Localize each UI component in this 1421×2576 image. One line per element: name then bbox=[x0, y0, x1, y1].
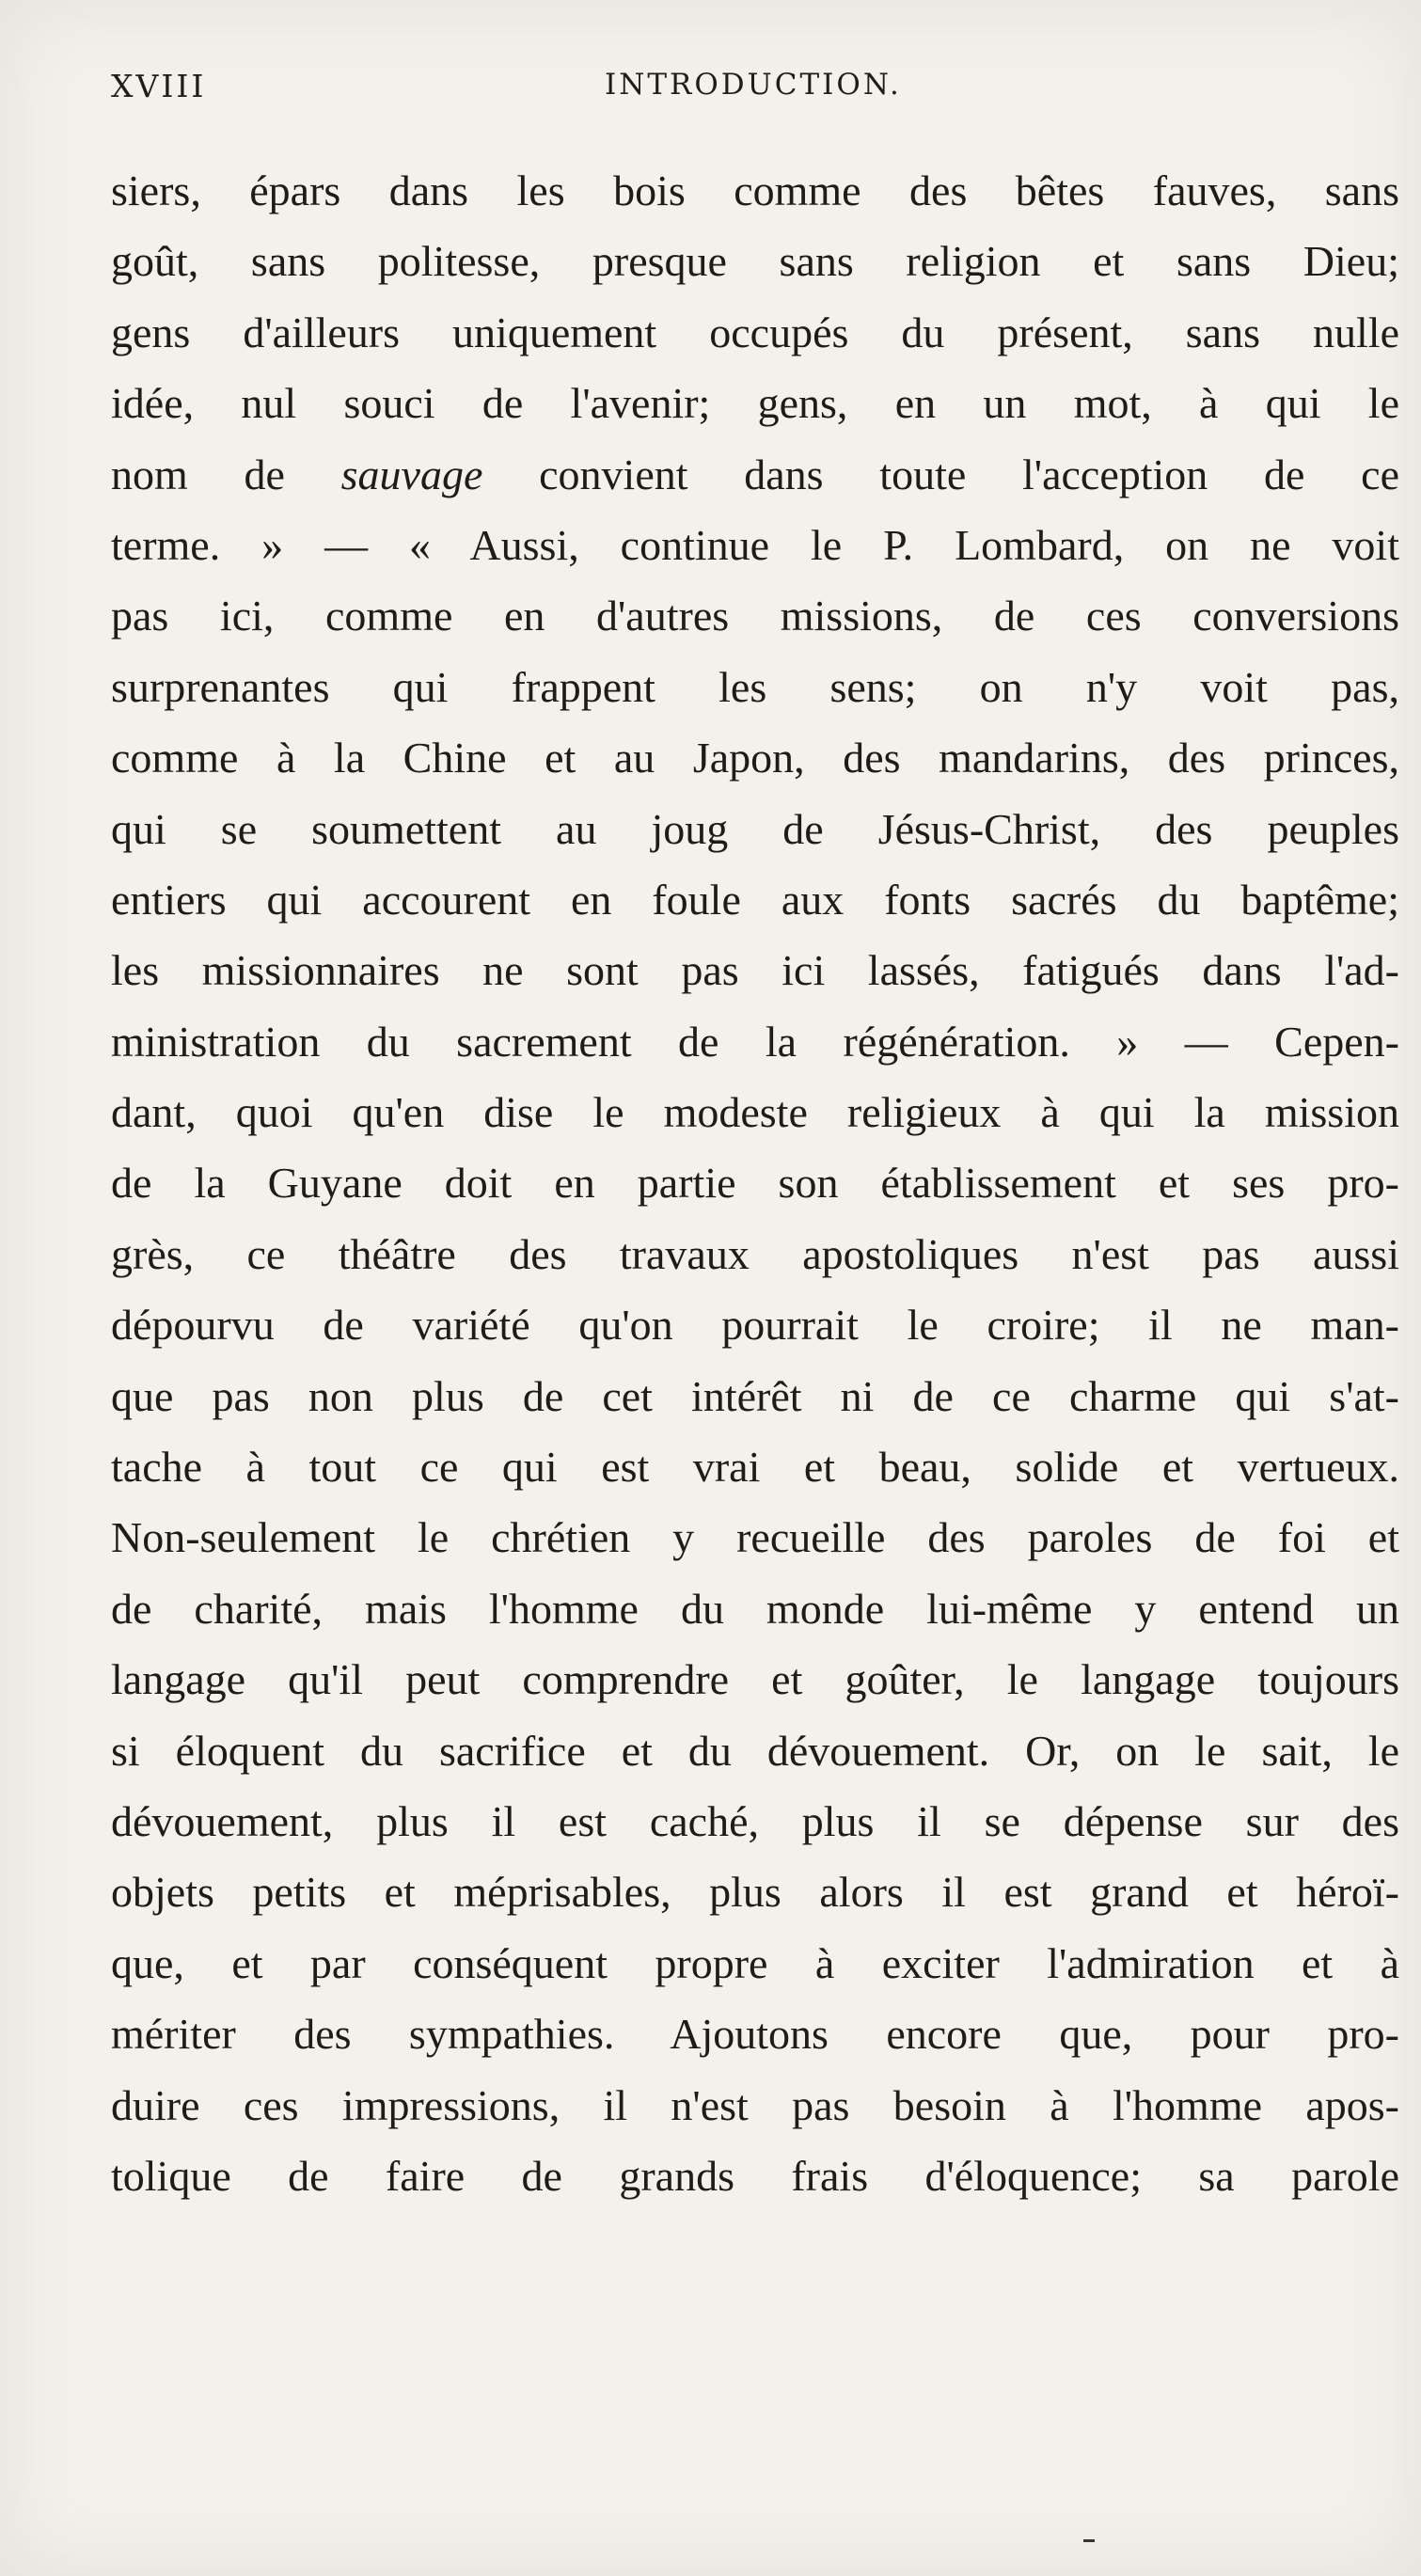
text-line: langage qu'il peut comprendre et goûter, le langage toujours bbox=[111, 1655, 1399, 1704]
text-line: entiers qui accourent en foule aux fonts sacrés du baptême; bbox=[111, 875, 1399, 924]
text-line: ministration du sacrement de la régénération. » — Cepen- bbox=[111, 1017, 1399, 1066]
text-line: que, et par conséquent propre à exciter l'admiration et à bbox=[111, 1938, 1399, 1987]
text-line: dant, quoi qu'en dise le modeste religieux à qui la mission bbox=[111, 1088, 1399, 1137]
text-line bbox=[111, 439, 1399, 510]
page-number: XVIII bbox=[111, 68, 207, 104]
text-line: que pas non plus de cet intérêt ni de ce charme qui s'at- bbox=[111, 1371, 1399, 1420]
italic-term: sauvage bbox=[340, 450, 483, 498]
body-text bbox=[111, 155, 1399, 2211]
text-line: siers, épars dans les bois comme des bêtes fauves, sans bbox=[111, 166, 1399, 214]
text-line: surprenantes qui frappent les sens; on n'y voit pas, bbox=[111, 662, 1399, 711]
text-line: de la Guyane doit en partie son établissement et ses pro- bbox=[111, 1159, 1399, 1208]
text-line: goût, sans politesse, presque sans religion et sans Dieu; bbox=[111, 237, 1399, 286]
text-line: qui se soumettent au joug de Jésus-Christ, des peuples bbox=[111, 804, 1399, 853]
text-line: tache à tout ce qui est vrai et beau, solide et vertueux. bbox=[111, 1443, 1399, 1492]
text-line: comme à la Chine et au Japon, des mandarins, des princes, bbox=[111, 734, 1399, 782]
text-line: dépourvu de variété qu'on pourrait le croire; il ne man- bbox=[111, 1301, 1399, 1350]
text-line: Non-seulement le chrétien y recueille des paroles de foi et bbox=[111, 1513, 1399, 1562]
running-head bbox=[111, 68, 1399, 124]
text-line: tolique de faire de grands frais d'éloquence; sa parole bbox=[111, 2151, 1399, 2200]
text-line: si éloquent du sacrifice et du dévouement. Or, on le sait, le bbox=[111, 1726, 1399, 1775]
text-line: terme. » — « Aussi, continue le P. Lombard, on ne voit bbox=[111, 520, 1399, 569]
text-line: pas ici, comme en d'autres missions, de ces conversions bbox=[111, 592, 1399, 640]
text-line: idée, nul souci de l'avenir; gens, en un mot, à qui le bbox=[111, 379, 1399, 428]
text-line: gens d'ailleurs uniquement occupés du présent, sans nulle bbox=[111, 308, 1399, 356]
text-line: duire ces impressions, il n'est pas besoin à l'homme apos- bbox=[111, 2080, 1399, 2129]
text-segment: nom de bbox=[111, 450, 285, 498]
text-line: grès, ce théâtre des travaux apostoliques n'est pas aussi bbox=[111, 1229, 1399, 1278]
text-line: objets petits et méprisables, plus alors il est grand et héroï- bbox=[111, 1868, 1399, 1917]
text-line: mériter des sympathies. Ajoutons encore que, pour pro- bbox=[111, 2010, 1399, 2059]
text-line: de charité, mais l'homme du monde lui-même y entend un bbox=[111, 1584, 1399, 1633]
text-line: dévouement, plus il est caché, plus il se dépense sur des bbox=[111, 1796, 1399, 1845]
text-line: les missionnaires ne sont pas ici lassés, fatigués dans l'ad- bbox=[111, 946, 1399, 995]
running-title: INTRODUCTION. bbox=[605, 68, 902, 102]
text-segment: convient dans toute l'acception de ce bbox=[539, 450, 1400, 498]
ink-speck bbox=[1083, 2539, 1095, 2542]
